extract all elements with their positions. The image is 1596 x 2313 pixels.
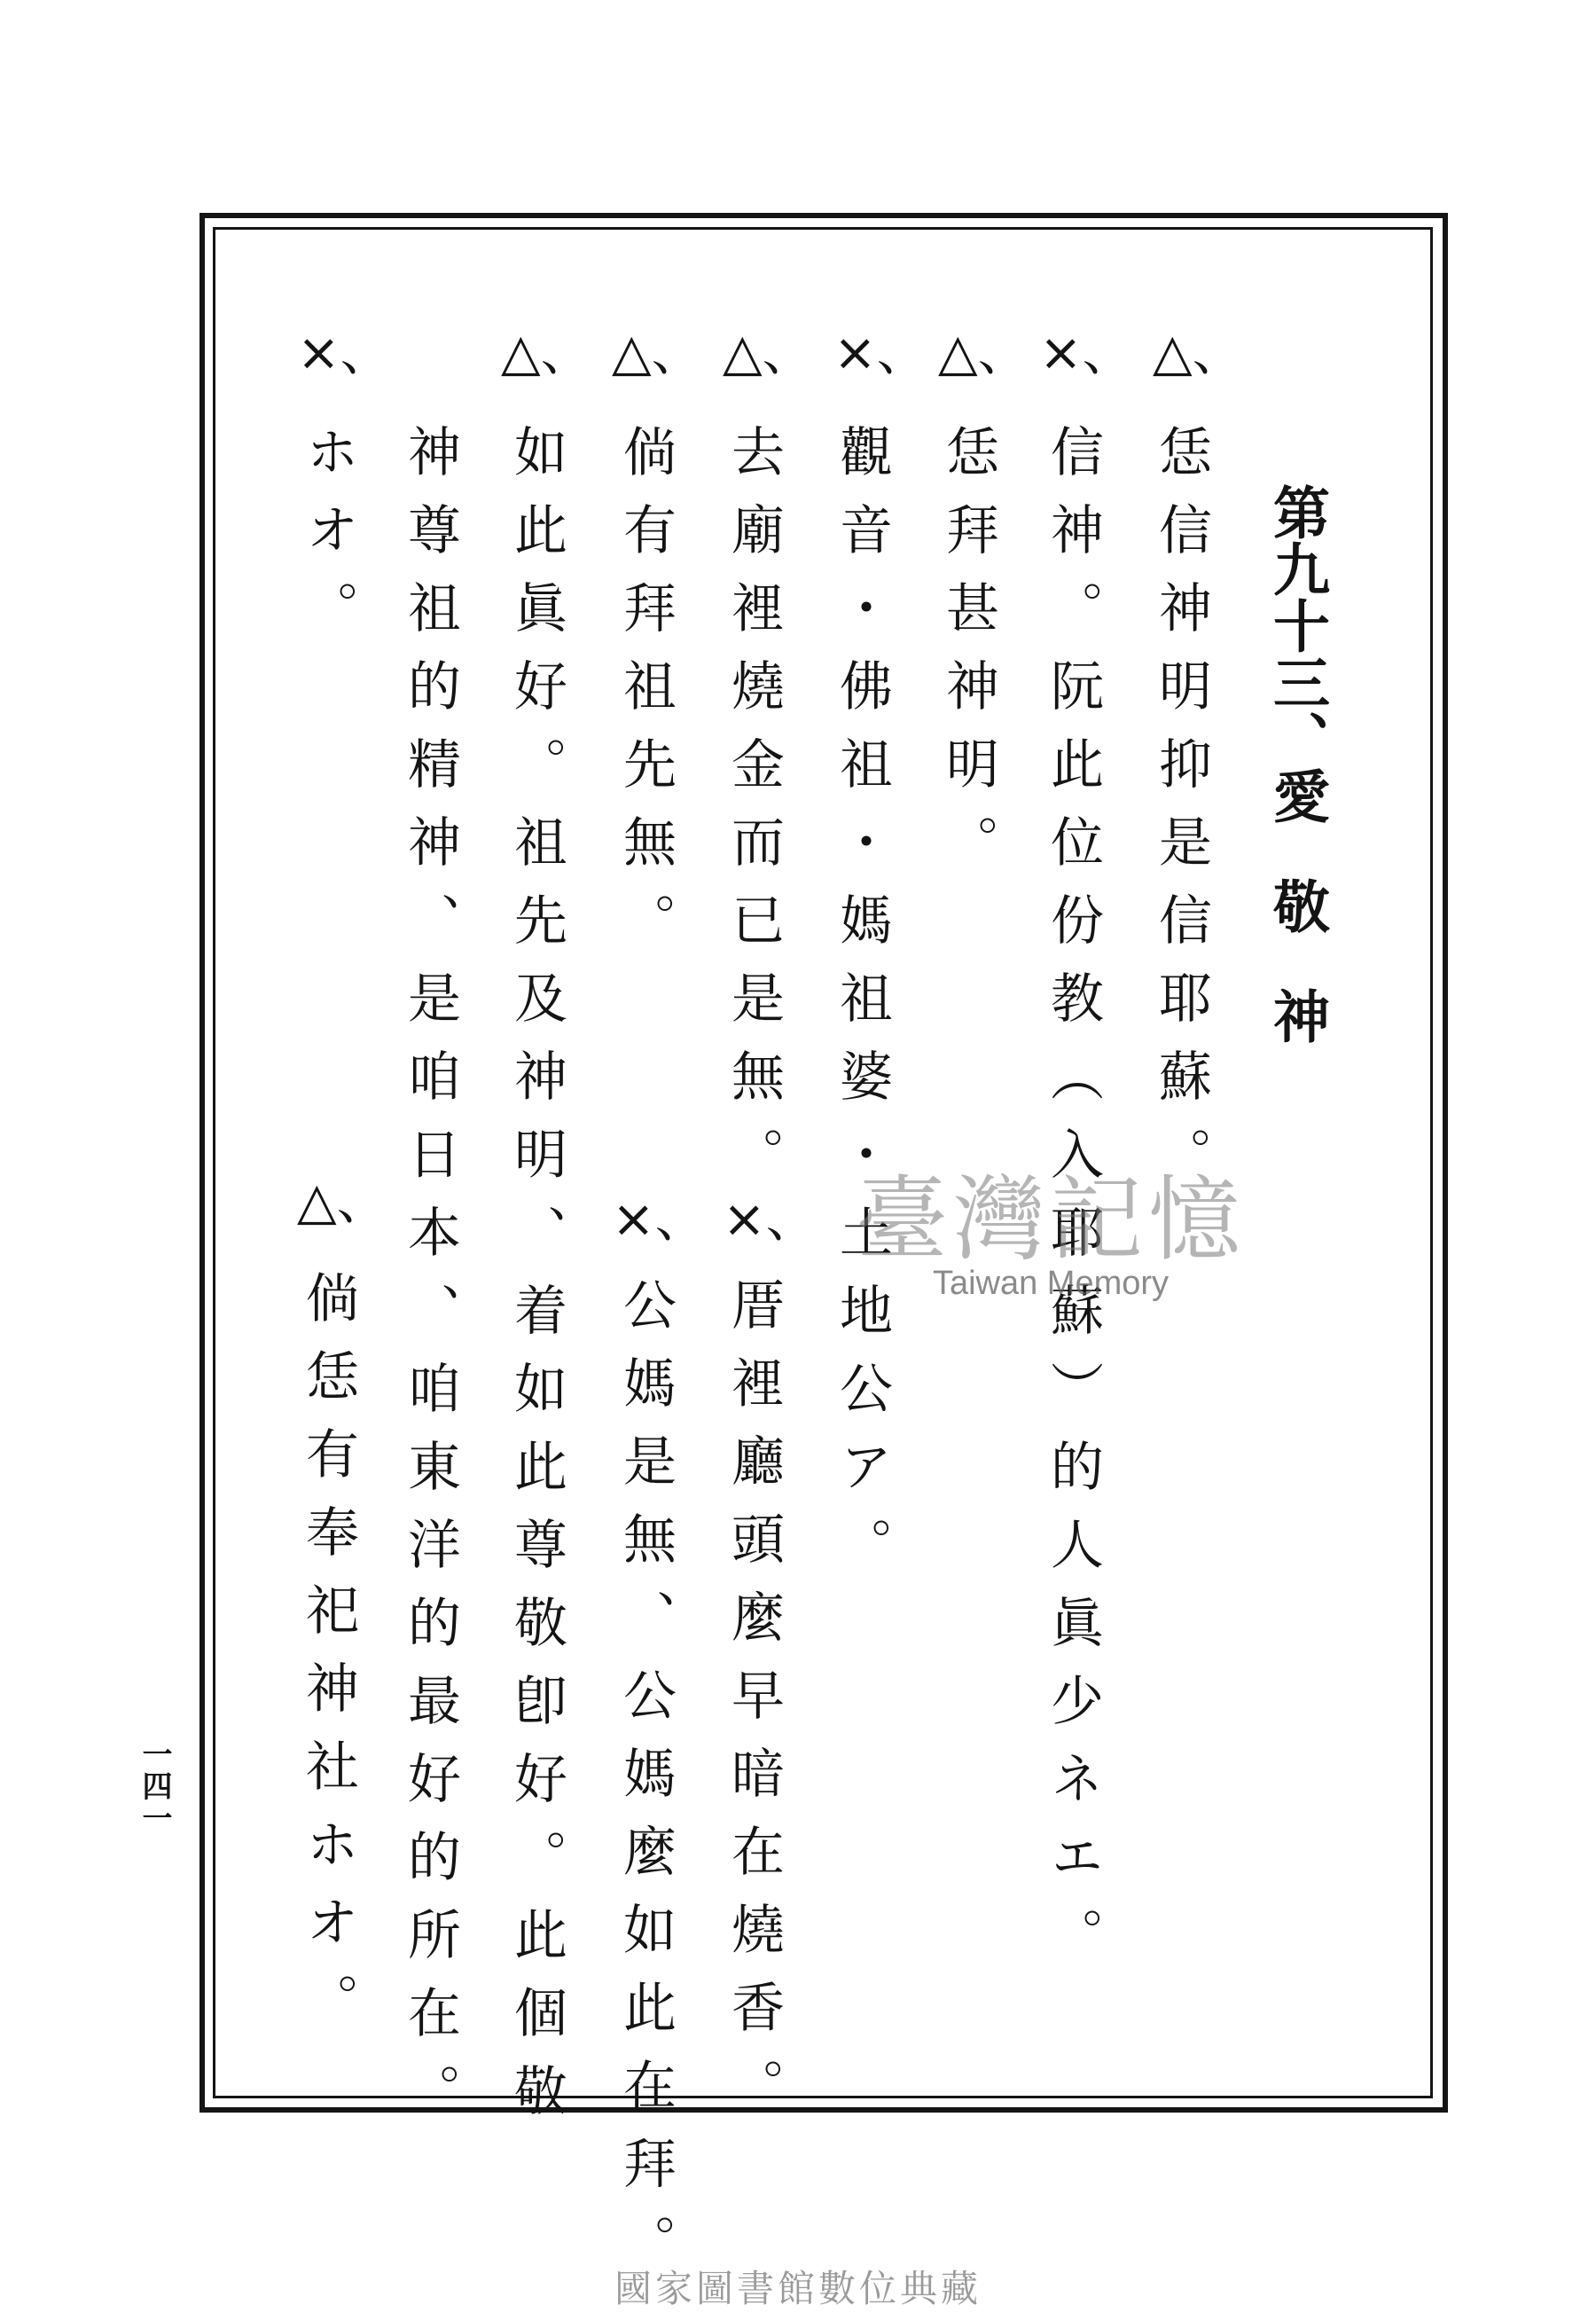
page-border-inner [213, 227, 1433, 2098]
text-line-2: 信神。阮此位份教（入耶蘇）的人眞少ネエ。 [1042, 424, 1104, 1985]
text-line-1: 恁信神明抑是信耶蘇。 [1150, 424, 1212, 1204]
text-line-5a: 去廟裡燒金而已是無。 [723, 424, 785, 1204]
line-marker-triangle: △、 [1153, 322, 1244, 382]
line-marker-cross: ×、 [833, 322, 928, 382]
lesson-number: 第九十三、 [1264, 483, 1330, 767]
line-marker-triangle: △、 [612, 322, 703, 382]
line-marker-cross: ×、 [723, 1188, 818, 1249]
text-line-8: 神尊祖的精神、是咱日本、咱東洋的最好的所在。 [399, 424, 461, 2141]
line-marker-cross: ×、 [612, 1188, 707, 1249]
line-marker-triangle: △、 [501, 322, 592, 382]
watermark-sub: Taiwan Memory [932, 1265, 1170, 1303]
title-word-shen: 神 [1264, 987, 1330, 1044]
archive-footer: 國家圖書館數位典藏 [614, 2267, 982, 2310]
lesson-title [1264, 483, 1330, 1044]
line-marker-triangle: △、 [297, 1171, 388, 1231]
line-marker-cross: ×、 [297, 322, 392, 382]
text-line-7: 如此眞好。祖先及神明、着如此尊敬卽好。此個敬 [505, 424, 567, 2141]
line-marker-triangle: △、 [723, 322, 814, 382]
watermark [802, 1165, 1299, 1303]
text-line-9b: 倘恁有奉祀神社ホオ。 [297, 1270, 359, 2050]
text-line-3: 恁拜甚神明。 [937, 424, 999, 892]
line-marker-cross: ×、 [1039, 322, 1134, 382]
text-line-4: 觀音・佛祖・媽祖婆・土地公ア。 [831, 424, 893, 1595]
page-number: 一四一 [137, 1738, 172, 1834]
watermark-main: 臺灣記憶 [855, 1165, 1246, 1274]
text-line-6b: 公媽是無、公媽麼如此在拜。 [614, 1277, 677, 2292]
text-line-6a: 倘有拜祖先無。 [614, 424, 677, 970]
text-line-5b: 厝裡廳頭麼早暗在燒香。 [723, 1277, 785, 2136]
title-word-jing: 敬 [1264, 877, 1330, 934]
title-word-ai: 愛 [1264, 767, 1330, 824]
line-marker-triangle: △、 [938, 322, 1029, 382]
text-line-9a: ホオ。 [297, 424, 359, 658]
